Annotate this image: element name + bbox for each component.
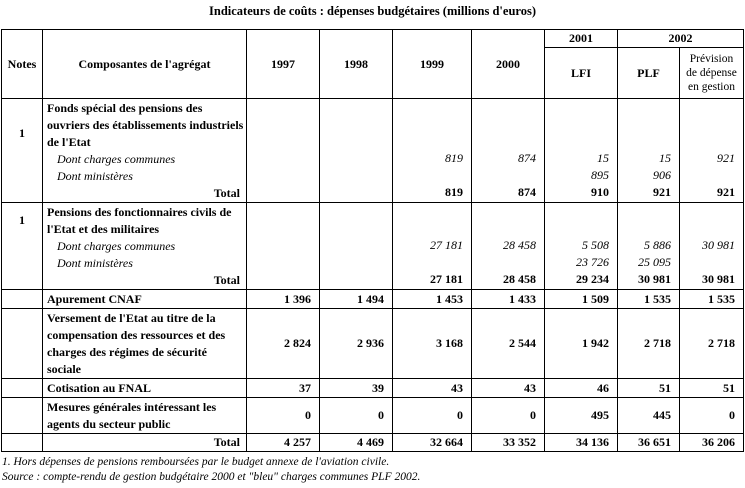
pensions-label-cell [43,203,247,290]
table-row-apurement: Apurement CNAF 1 396 1 494 1 453 1 433 1 509 1 535 1 535 [2,290,744,309]
header-plf: PLF [618,48,680,99]
table-row-mesures: Mesures générales intéressant les agents du secteur public 0 0 0 0 495 445 0 [2,398,744,434]
fonds-label: Fonds spécial des pensions des ouvriers des établissements industriels de l'Etat [47,101,244,149]
table-row-fonds [2,99,744,203]
header-2002: 2002 [618,30,744,48]
apurement-label: Apurement CNAF [43,290,247,309]
footnotes [2,455,420,485]
pensions-col: 27 181 27 181 [393,203,472,290]
fonds-col: 819 819 [393,99,472,203]
pensions-col: 30 981 30 981 [680,203,744,290]
fonds-total-label: Total [213,186,240,200]
table-title: Indicateurs de coûts : dépenses budgétaires (millions d'euros) [209,4,536,18]
versement-label: Versement de l'Etat au titre de la compensation des ressources et des charges des régimes de sécurité sociale [43,309,247,379]
footnote-source: Source : compte-rendu de gestion budgétaire 2000 et "bleu" charges communes PLF 2002. [2,471,421,483]
fonds-col: 15 906 921 [618,99,680,203]
fonds-sub1: Dont charges communes [57,152,176,166]
note-cell: 1 [2,203,43,290]
header-years-row [2,30,744,48]
header-composantes: Composantes de l'agrégat [43,30,247,99]
pensions-col: 28 458 28 458 [472,203,545,290]
header-lfi: LFI [545,48,618,99]
pensions-sub1: Dont charges communes [57,239,176,253]
table-row-cotisation: Cotisation au FNAL 37 39 43 43 46 51 51 [2,379,744,398]
pensions-sub2: Dont ministères [57,256,133,270]
header-1997: 1997 [247,30,320,99]
pensions-col [247,203,320,290]
fonds-col [320,99,393,203]
fonds-sub2: Dont ministères [57,169,133,183]
header-1998: 1998 [320,30,393,99]
header-2000: 2000 [472,30,545,99]
total-label: Total [43,434,247,452]
fonds-col: 15 895 910 [545,99,618,203]
fonds-col: 921 921 [680,99,744,203]
pensions-col [320,203,393,290]
table-row-total: Total 4 257 4 469 32 664 33 352 34 136 36 651 36 206 [2,434,744,452]
header-1999: 1999 [393,30,472,99]
table-row-pensions [2,203,744,290]
pensions-label: Pensions des fonctionnaires civils de l'Etat et des militaires [47,205,232,236]
pensions-col: 5 886 25 095 30 981 [618,203,680,290]
budget-table [1,29,744,452]
pensions-total-label: Total [213,273,240,287]
footnote-1: 1. Hors dépenses de pensions remboursées par le budget annexe de l'aviation civile. [2,456,390,468]
header-2001: 2001 [545,30,618,48]
fonds-label-cell [43,99,247,203]
mesures-label: Mesures générales intéressant les agents du secteur public [43,398,247,434]
header-notes: Notes [2,30,43,99]
cotisation-label: Cotisation au FNAL [43,379,247,398]
table-row-versement: Versement de l'Etat au titre de la compensation des ressources et des charges des régimes de sécurité sociale 2 824 2 936 3 168 2 544 1 942 2 718 2 718 [2,309,744,379]
fonds-col [247,99,320,203]
note-cell: 1 [2,99,43,203]
header-prevision: Prévision de dépense en gestion [680,48,744,99]
fonds-col: 874 874 [472,99,545,203]
pensions-col: 5 508 23 726 29 234 [545,203,618,290]
